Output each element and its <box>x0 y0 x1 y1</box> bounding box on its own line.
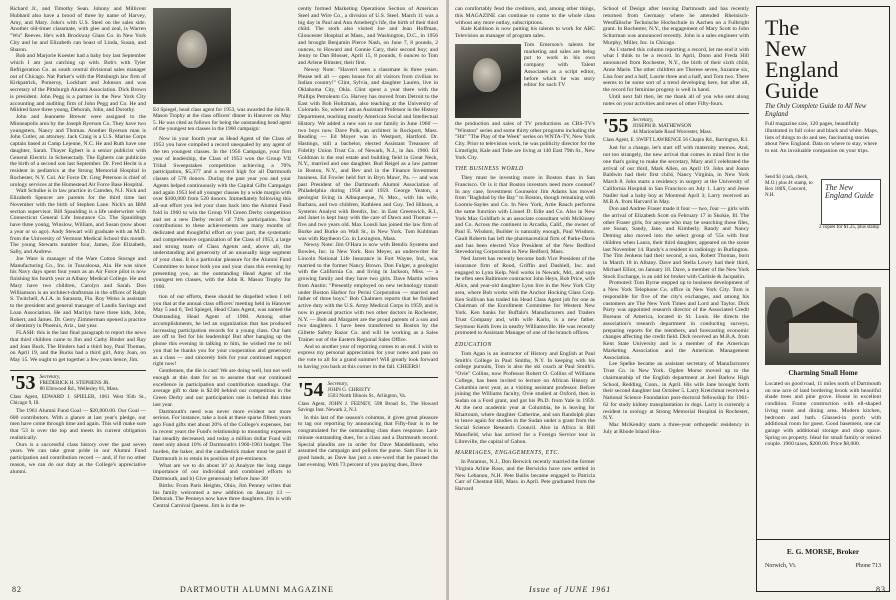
secretary-address: 80 Elmwood Rd., Wellesley 81, Mass. <box>39 385 120 392</box>
paragraph: The 1961 Alumni Fund Goal — $20,000.00. Our Goal — 600 contributors. With a glance at last year's pledge, our men have come through time and again. This will make sure that '53 is over the top and meets its current obligation realistically. <box>10 407 146 441</box>
subhead-business-world: THE BUSINESS WORLD <box>455 166 524 173</box>
secretary-name: FREDERICK H. STEPHENS JR. <box>39 379 110 386</box>
broker-phone: Phone 713 <box>855 563 881 569</box>
paragraph: Kale Kaldison is now putting his talents to work for ABC Television as manager of program sales. <box>455 26 595 39</box>
ad-title <box>757 7 889 103</box>
right-column-1 <box>455 6 595 493</box>
issue-date-footer: Issue of JUNE 1961 <box>529 585 612 594</box>
portrait-face <box>177 30 207 68</box>
left-page <box>0 0 447 600</box>
paragraph: Bob and Marjorie Koester had a baby boy last September which I am just catching up with. Bob's with Tyler Refrigeration Co. as south central divisional sales manager out of Chicago. Nat Parker's with the Pittsburgh law firm of Kirkpatrick, Pomeroy, Lockhart and Johnson and was secretary of the Pittsburgh Alumni Association. Dick Brown is president. John Pegg is a partner in the New York City accounting and auditing firm of John Pegg and Co. He and Mildred have three young, Deborah, John, and Dorothy. <box>10 53 146 114</box>
paragraph: They must be investing more in Boston than in San Francisco. Or is it that Boston investors need more counsel? In any case, Investment Counselor Jim Adams has moved from "Baghdad by the Bay" to Boston, though remaining with Loomis-Sayles and Co. In New York, Artie Rauch performs the same function with Lionel D. Edie and Co. Also in New York Max Goldfarb is an associate consultant with McKinsey and Co. Across the continent in Arcadia, Calif., the owner of Paul E. Wisdom, Builder is naturally enough, Paul Wisdom. Gault Roberts has left the pharmaceutical firm of Parke-Davis and has been elected Vice President of the New Bedford Stevedoring Corporation in New Bedford, Mass. <box>455 175 595 256</box>
paragraph: In Paramus, N.J., Don Berwick recently married the former Virginia Arline Rose, and the Berwicks have now settled in New Lebanon, N.H. Pete Bailis became engaged to Patricia Carr of Chestnut Hill, Mass. in April. Pete graduated from the Harvard <box>455 459 595 492</box>
ad-title-line: New England <box>765 36 839 82</box>
paragraph: Until next fall then, let me thank all of you who sent along notes on your activities and news of other Fifty-fours. <box>603 93 749 107</box>
subhead-marriages: MARRIAGES, ENGAGEMENTS, ETC. <box>455 450 560 457</box>
ad-order-info: Send $1 (cash, check, M.O.) plus 4¢ stamp, to Box 188X, Concord, N.H. <box>765 175 813 198</box>
class-section-header-55 <box>603 113 749 143</box>
secretary-label: Secretary, <box>327 380 349 387</box>
house-photo <box>765 287 881 365</box>
paragraph: cently formed Marketing Operations Section of American Steel and Wire Co., a division of U.S. Steel. March 11 was a big day in Paul and Ann Arneberg's life, the birth of their third child. The stork also visited Joe and Jean Hoffman, Gloucester Hospital at Mass., and Washington, D.C., in 1956 and brought Benjamin Pierce Nash, on June 7, 8 pounds, 2 ounces, to Howard and Connie Cary, their second boy; and Jenny to Dan Blosser, April 15, 8 pounds, 6 ounces to Tom and Arlene Bimster, their first. <box>298 6 438 66</box>
ad-title-line: Guide <box>765 78 819 103</box>
paragraph: Newsy Note: Jim O'Hara is now with Bendix Systems and Bowles, Inc. in New York. Ron Meyer, an underwriter for Lincoln National Life Insurance in Fort Wayne, Ind., was married to the former Nancy Brown. Don Fulger, a geologist with the California Co. and living in Jackson, Miss. — a growing family and they have two girls. Dave Martin writes from Austin: "Presently employed on new technology transit under Boston Harbor for Perini Corporation — married and father of three boys." Bob Chalmers reports that he finished active duty with the U.S. Army Medical Corps in 1959, and is now in general practice with two other doctors in Rochester, N.Y. — Bob and Margaret are the proud parents of a son and two daughters. I have been transferred to Boston by the Gillette Safety Razor Co. and will be working as a Sales Trainer out of the Eastern Regional Sales Office. <box>298 242 438 343</box>
broker-name: E. G. MORSE, Broker <box>786 547 860 556</box>
paragraph: What are we to do about it? a) Analyze the long range importance of our individual and combined efforts to Dartmouth, and b) Give generously before June 30! <box>153 462 291 483</box>
paragraph: Richard Jr., and Timothy Sean. Johnny and Millicent Hubbard also have a brood of three by name of Harvey, Amy, and Mary. John's with U.S. Steel on the sales side. Another old-timer classmate, with glee and zeal, is Warren "Wu" Reeves. He's with Brockway Glass Co. in New York City and he and Elizabeth can boast of Linda, Susan, and Sharon. <box>10 6 146 53</box>
guide-cover-title: The New England Guide <box>825 183 874 200</box>
page-number-right: 83 <box>876 585 886 594</box>
paragraph: As I started this column reporting a record, let me end it with what I think to be a record. In April, Donn and Freda Hill announced from Rochester, N.Y., the birth of their sixth child, Anne Marie. The other children are Therese seven, Suzanne six, Lisa four and a half, Laurie three and a half, and Tom two. There seems to be some sort of a trend developing here, but after all, the record for feminine progeny is well in hand. <box>603 46 749 93</box>
paragraph: Dartmouth's need was never more evident nor more serious. For instance, take a look at these sparse fifteen years ago Fund gifts met about 20% of the College's expenses, but in recent years the Fund's relationship to mounting expenses has steadily decreased, and today a million dollar Fund will meet only about 10% of Dartmouth's 1960-1961 budget. The burden, the baker, and the candlestick maker must be paid if Dartmouth is to retain its position of pre-eminence. <box>153 408 291 462</box>
paragraph: can comfortably fend the creditors, and, among other things, this MAGAZINE can continue to come to the whole class without any more outlay, subscriptions. <box>455 6 595 26</box>
paragraph: Lee Spelke became an assistant secretary of Manufacturers Trust Co. in New York. Ogden Morse moved up to the chairmanship of the English department at Joel Barlow High School, Redding, Conn., in April. His wife Jane brought forth their second daughter last October 5. Larry Kretchmar received a National Science Foundation post-doctoral fellowship for 1961-62 for study kidney transplantation in dogs. Larry is currently a resident in urology at Strong Memorial Hospital in Rochester, N.Y. <box>603 361 749 422</box>
photo-block <box>455 42 595 121</box>
house-roof <box>783 301 863 323</box>
left-column-2 <box>153 6 291 510</box>
paragraph: Newsy Note: "Haven't seen a classmate in three years. Please tell all — open house for all visitors from civilian to Indian country!" Clint, Sylvia, and daughter Lauren, live in Oklahoma City, Okla. Clint spent a year there with the Phillips Petroleum Co. Harvey has moved from Detroit to the East with Bob Holtzman, also teaching at the University of Colorado. So, where I am as Assistant Professor in the History Department, teaching mostly American Social and Intellectual History. We added a new son to our family in June 1960 — two boys now. Dave Polk, an architect in Rockport, Mass. Reading — Ed Moyer was in Westport, Hartford. Dr. Hastings, still a bachelor, elected Assistant Treasurer of Fidelity Union Trust Co. of Newark, N.J., in Jan. 1960. Ed Goldman is the real estate and building field in Great Neck, N.Y., married and one daughter. Bud Reigel as a law partner in Boston, N.Y., and Bev and in the Finance Investment business. Ed Fowler held fort in Bryn Mawr, Pa. — and was past President of the Dartmouth Alumni Association of Philadelphia during 1958 and 1959. George Yeaton, a geologist living in Albuquerque, N. Mex., with his wife, Barbara, and two children, Kathleen and Guy. Ted Hibson, a Systems Analyst with Bendix, Inc. in East Greenwich, R.I., and Janet is kept busy with the care of Dawn and Thomas — five and two years old. Max Loosli has joined the law firm of Burke and Burke on Wall St., in New York. Tom Kuhlman was with Raytheon Co. in Lexington, Mass. <box>298 66 438 242</box>
paragraph: the production and sales of TV productions as CBS-TV's "Winston" series and some thirty other programs including the "Hit" "The Play of the Week" series on WNTA-TV, New York City. Prior to television work, he was publicity director for the Limelight, Kale and Tobe are living at 140 East 79th St., New York City. <box>455 120 595 161</box>
paragraph: Tom Agan is an instructor of History and English at Paul Smith's College in Paul Smiths, N.Y. In keeping with his college pursuits, Tom is also the ski coach at Paul Smith's. "Ovie" Collins, now Professor Robert O. Collins of Williams College, has been invited to lecture on African History at Columbia next year, as a visiting assistant professor. Before joining the Williams faculty, Ovie studied at Oxford, then in Sudan on a Ford grant, and got his Ph.D. from Yale in 1959. At the next academic year at Columbia, he is leaving for Khartoum, where daughter Catherine, and son Randolph plan to leave again for studies in the Sudan under a grant from the Social Science Research Council. Also in Africa is Bill Mansfield, who has arrived for a Foreign Service tour in Libreville, the capital of Gabon. <box>455 350 595 445</box>
class-agent: Class Agent, JOHN J. FEENEY, 598 Broad St., The Howard Savings Inst. Newark 2, N.J. <box>298 400 438 413</box>
photo-ed-spiegel <box>153 8 231 104</box>
secretary-name: JOHN G. CHRISTY <box>327 386 371 393</box>
ad-body: Full magazine size, 120 pages, beautifully illustrated in full color and black and white. Maps, lists of things to do and see, fascinating stories about New England. Data on where to stay, where to eat. An invaluable companion on your trips. <box>765 121 879 154</box>
paragraph: Ours is a successful class history over the past seven years. We can take great pride in our Alumni Fund participation and contribution record — and, if for no other reason, we can do our duty as the College's appreciative alumni. <box>10 441 146 475</box>
ad-title-line: The <box>765 15 800 40</box>
right-column-2 <box>603 6 749 436</box>
portrait-face <box>473 58 501 92</box>
secretary-label: Secretary, <box>39 373 61 380</box>
left-col1-paras <box>10 6 146 364</box>
paragraph: John and Jeannette Brewer were assigned to the Minneapolis area by the Joseph Ryerson Co. They have two youngsters, Nancy and Thomas. Another Ryerson man is John Cutler, an attorney. Jack Craig is a U.S. Marine Corps captain based at Camp Lejeune, N.C. He and Ruth have one daughter, Sarah. Thayer Egbert is a senior publicist with General Electric in Schenectady. The Egberts can publicize the birth of a second son last September. Dr. Fred Hecht is a resident in pediatrics at the Strong Memorial Hospital in Rochester, N.Y. Col. Air Force Dr. Greg Peterson is chief of urology services at the Homestead Air Force Base Hospital. <box>10 114 146 188</box>
paragraph: And so another year of reporting comes to an end. I wish to express my personal appreciation for your notes and pass on the vote to all for a grand summer! Will greatly look forward to having you back at this corner in the fall. CHEERS! <box>298 343 438 370</box>
secretary-label: Secretary, <box>632 117 654 124</box>
paragraph: Walt Schulke is in law practice in Camden, N.J. Nick and Elizabeth Spencer are parents for the third time last November with the birth of Stephen Lane. Nick's an IBM section supervisor. Bill Spaulding is a life underwriter with Connecticut General Life Insurance Co. The Spauldings have three young, Winslow, William, and Susan (now about a year or so ago). Andy Stewart will graduate with an M.D. from the University of Vermont Medical School this month. The young Stewarts number four, James, Zoe Elizabeth, Sally, and Andrew. <box>10 188 146 255</box>
paragraph: Just for a change, let's start off with maternity memos. And, not too strangely, the new arrival that comes in mind first is the one that's going to make the secretary, Mary and I celebrated the arrival of our third, Mark Allen, on April 19. John and Joann Baldwin had their first child, Nancy Virginia, in New York March 8. John starts a residency in surgery at the University of California Hospital in San Francisco on July 1. Larry and Jesse Nadler had a baby boy at Montreal April 3; Larry received an M.B.A. from Harvard in May. <box>603 145 749 206</box>
ad-divider <box>757 539 889 540</box>
paragraph: Joe Ware is manager of the Ware Cotton Storage and Manufacturing Co., Inc. in Tuscaloosa, Ala. He was since his Navy days spent four years as an Air Force pilot is now finishing his fourth year at Albany Medical College. He and Mary have two children, Carolyn and Sarah. Don Williamson is an architect-draftsman in the offices of Ralph S. Twitchell, A.I.A. in Sarasota, Fla. Roy Weiss is assistant to the president and general manager of Landis Savings and Loan Association. He and Marilyn have three kids, John, Robert, and James. Dr. Gerry Zimmerman opened a practice of dentistry in Phoenix, Ariz., last year. <box>10 255 146 330</box>
guide-cover-image <box>821 179 881 225</box>
subhead-education: EDUCATION <box>455 342 492 348</box>
photo-tom-emerson <box>455 44 521 118</box>
ad-price: 2 copies for $1.25, plus stamp <box>818 225 879 230</box>
advertisement-panel <box>756 6 890 592</box>
house-wall <box>789 323 857 353</box>
photo-caption: Ed Spiegel, head class agent for 1953, was awarded the John R. Mason Trophy at the class officers' dinner in Hanover on May 5. He was cited as follows for being the outstanding head agent of the youngest ten classes in the 1960 campaign: <box>153 107 291 133</box>
paragraph: Don and Andree Fraser made it four — two, four — girls with the arrival of Elizabeth Scott on February 17 in Skokie, Ill. The other Fraser girls, for anyone who may be searching those files, are Susan, Sandy, Jane, and Kimberly. Randy and Nancy Deming also moved into the select group of '55s with four children when Laura, their third daughter, appeared on the scene last November 14. Randy's a resident in radiology in Burlington. The Tim Jenkens had their second, a son, Robert Thomas, born in March 18 in Albany. Dave and Stella Lowry had their third, Michael Elliot, on January 18. Dave, a member of the New York Stock Exchange, is an odd lot broker with Carlisle & Jacquelin. <box>603 206 749 280</box>
class-agent: Class Agent, EDWARD J. SPIELER, 1061 West 95th St., Chicago 9, Ill. <box>10 393 146 406</box>
paragraph: Gentlemen, the die is cast! We are doing well, but not well enough at this date for us to assume that our continued excellence in participation and contribution standings. Our average gift to date is $2.00 behind our competition in the Green Derby and our participation rate is behind this time last year. <box>153 368 291 408</box>
class-section-header-54 <box>298 377 438 413</box>
class-year: '53 <box>10 371 36 394</box>
class-section-header-53 <box>10 370 146 406</box>
paragraph: In this last of the season's columns, it gives great pleasure to tag our reporting by announcing that Fifty-four is to be congratulated for the outstanding class dues response. Last-minute outstanding dues, for a class and a Dartmouth record. Special plaudits are in order for Dave Mandelbaum, who assumed the campaign and polices the purse. Sam Fine is in good hands, as Dave has just a one-word that he passed the last evening. With 73 percent of you paying dues, Dave <box>298 414 438 468</box>
class-agent: Class Agent, E. SWIFT LAWRENCE 56 Chapin Rd., Barrington, R.I. <box>603 137 749 144</box>
page-number-left: 82 <box>12 585 22 594</box>
left-column-3 <box>298 6 438 469</box>
paragraph: Promoted: Tom Byrne stepped up to business development of a New York Telephone Co. office in New York City. Tom is responsible for five of the city's exchanges, and among his customers are The New York Times and Lord and Taylor. Dick Parry was appointed research director of the Associated Credit Bureaus of America, located in St. Louis. He directs the association's research department in conducting surveys, preparing reports for the members, and forecasting economic changes affecting the credit field. Dick received an M.B.A. from Kent State University and is a member of the American Marketing Association and the American Management Association. <box>603 280 749 361</box>
paragraph: FLASH: this is the last final paragraph to report the news that third children came to Jim and Cathy Binder and Ray and Joan Buck. The Binders had a third boy, Paul Thomas, on April 19, and the Bucks had a third girl, Amy Joan, on May 15. We ought to get together a few years hence, Jim. <box>10 330 146 363</box>
paragraph: tion of our efforts, these should be dispelled when I tell you that at the annual class officers' meeting held in Hanover May 5 and 6, Ted Spiegel, Head Class Agent, was named the Outstanding Head Agent of 1960. Among other accomplishments, he led an organization that has produced increasing participation records for a young class. Our hats are off to Ted for his leadership! But after hanging up the phone this evening in talking to him, he wished me to tell you that he thanks you for your cooperation and generosity as a class — and sincerely bids for your continued support right now! <box>153 293 291 368</box>
class-year: '55 <box>603 115 629 138</box>
house-description: Located on good road, 11 miles north of Dartmouth on one acre of land bordering brook with beautiful shade trees and pine grove. House in excellent condition. Frame construction with ell-shaped living room and dining area. Modern kitchen, bedroom and bath. Glassed-in porch with additional room for guest. Good basement, one car garage with additional storage and shop space. Spring on property. Ideal for small family or retired couple. 1960 taxes, $200.00. Price $8,000. <box>765 381 881 448</box>
right-page <box>449 0 896 600</box>
secretary-address: 1503 North Illinois St., Arlington, Va. <box>327 392 407 399</box>
broker-town: Norwich, Vt. <box>765 563 797 569</box>
paragraph: Ned Jarrett has recently become both Vice President of the insurance firm of Rood, Griffin and Dashiell, Inc. and engaged to Lynn Kelp. Neil works in Newark, Md., and says he often sees Baltimore contractor John Heyn, Bob Price, wife Alice, and year-old daughter Lynn live in the New York City area, where Bob works with the Anchor Hocking Glass Corp. Ken Sullivan has traded his Head Class Agent job for one as Chairman of the Enrollment Committee for Western New York. Ken banks for Buffalo's Manufacturers and Traders Trust Company and, with wife Karin, is a new father. Seymour Keith lives in nearby Williamsville. He was recently promoted to Assistant Manager of one of the branch offices. <box>455 256 595 337</box>
photo-side-text: Tom Emerson's talents for marketing and sales are being put to work in his own company with Talent Associates as a script editor, before which he was story editor for such TV <box>524 41 595 89</box>
class-year: '54 <box>298 378 324 401</box>
ad-subtitle: The Only Complete Guide to All New England <box>765 103 867 118</box>
secretary-address: 44 Marionlade Road Worcester, Mass. <box>632 129 712 136</box>
house-caption: Charming Small Home <box>788 369 858 377</box>
citation-paragraph: Now in your fourth year as Head Agent of the Class of 1953 you have compiled a record unequaled by any agent of the ten youngest classes. In the 1956 Campaign, your first year of leadership, the Class of 1953 won the Group VII Tribal Sweepstakes competition achieving a 70% participation, $5,377 and a record high for all Dartmouth classes of 578 donors. During the past year you and your Agents helped continuously with the Capital Gifts Campaign and again 1953 led all younger classes by a wide margin with over $100,000 from 520 donors. Immediately following this all-out effort you led your class back into the Alumni Fund fold in 1960 to win the Group VII Green Derby competition and set a new Derby record of 74% participation. Your contributions to these achievements are many months of dedicated and thoughtful effort on your part, the systematic and comprehensive organization of the Class of 1953, a large and strong team of Class Agents and, above all, the understanding and generosity of an unusually large segment of your class. It is a particular pleasure for the Alumni Fund Committee to honor both you and your class this evening by presenting you, as the outstanding Head Agent of the youngest ten classes, with the John R. Mason Trophy for 1960. <box>153 135 291 291</box>
magazine-title-footer: DARTMOUTH ALUMNI MAGAZINE <box>180 585 334 594</box>
secretary-name: JOSEPH B. MATHEWSON <box>632 123 692 130</box>
paragraph: Births: From Paris Heights, Ohio, Jim Penney writes that his family welcomed a new addition on January 13 — Deborah. The Penneys now have three daughters. Jim is with Central Carnival Queens. Jim is in the re- <box>153 482 291 510</box>
ad-divider <box>757 269 889 270</box>
paragraph: Mac McKendry starts a three-year orthopedic residency in July at Rhode Island Hos- <box>603 422 749 435</box>
paragraph: School of Design after leaving Dartmouth and has recently returned from Germany where he attended Rheinisch-Westfälische Technische Hochschule in Aachen on a Fulbright grant. In Rochester, N.Y., the engagement of Mary Scott to John Schurman was announced recently. John is a sales engineer with Murphy, Miller, Inc. in Chicago. <box>603 6 749 46</box>
left-column-1 <box>10 6 146 475</box>
